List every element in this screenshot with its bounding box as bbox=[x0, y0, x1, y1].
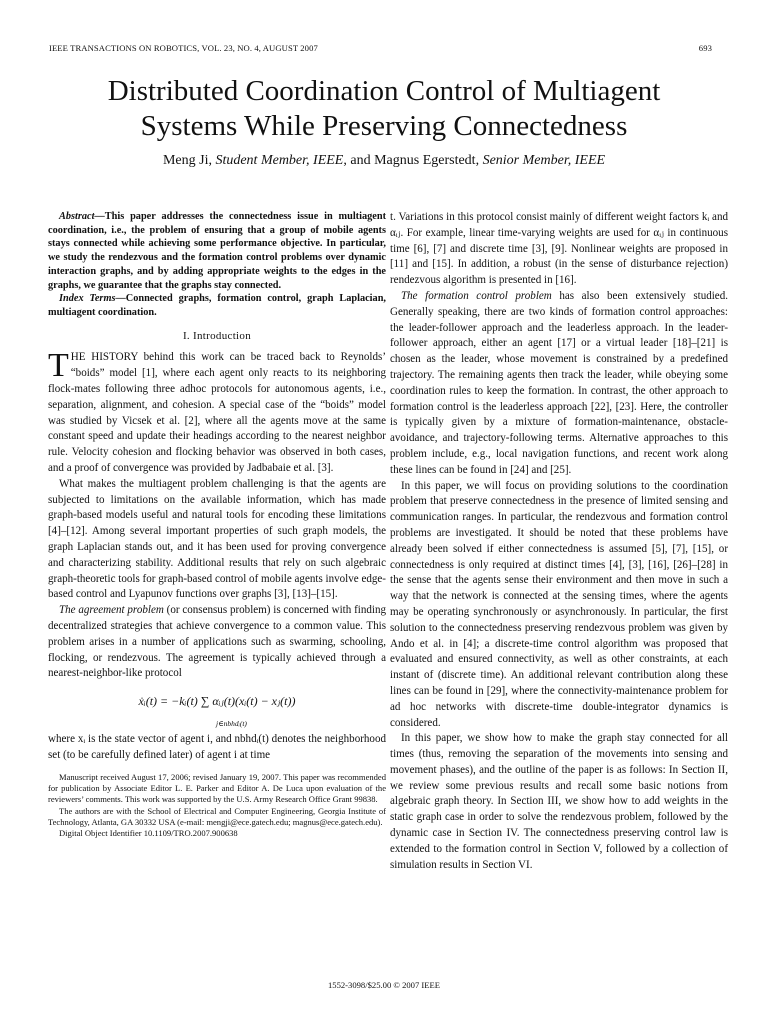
right-paragraph-4: In this paper, we show how to make the graph stay connected for all times (thus, removing the separation of the movements into sensing and movement phases), and the outline of the paper is as follows: In Section II, we review some previous results and recall some basic notions from algebraic graph theory. In Section III, we show how to add weights in the static graph case in order to solve the rendezvous problem, followed by the dynamic case in Section IV. The connectedness preserving control law is extended to the formation control in Section V, followed by a collection of simulation results in Section VI. bbox=[390, 732, 728, 871]
author-connector: , and bbox=[343, 153, 375, 168]
index-terms bbox=[48, 292, 386, 319]
intro-paragraph-4: where xᵢ is the state vector of agent i, and nbhdᵢ(t) denotes the neighborhood set (to be carefully defined later) of agent i at time bbox=[48, 733, 386, 761]
intro-paragraph-3-text: (or consensus problem) is concerned with finding decentralized strategies that achieve convergence to a common value. This problem arises in a number of applications such as swarming, schooling, flocking, or rendezvous. The agreement is typically achieved through a nearest-neighbor-like protocol bbox=[48, 604, 386, 680]
title-line-1: Distributed Coordination Control of Multiagent bbox=[107, 75, 661, 107]
running-head bbox=[49, 43, 712, 53]
left-column bbox=[48, 210, 386, 840]
author-2-role: Senior Member, IEEE bbox=[482, 153, 606, 168]
right-paragraph-3: In this paper, we will focus on providing solutions to the coordination problem that preserve connectedness in the presence of limited sensing and communication ranges. In particular, the rendezvous and formation control problems are investigated. It should be noted that these problems have already been solved if either connectedness is assumed [5], [7], [15], or connectedness is only required at distinct times [4], [3], [16], [26]–[28] in the sense that the agents sense their environment and then move in such a way that the network is connected at the sensing times, where the agents may be operating synchronously or asynchronously. In particular, the first solution to the connectedness preserving rendezvous problem was given by Ando et al. in [4]; a discrete-time control algorithm was proposed that evaluated and ensured connectivity, as well as other constraints, at each instant of (discrete time). An additional relevant contribution along these lines can be found in [29], where the connectivity-maintenance problem for ad hoc networks with discrete-time double-integrator dynamics is considered. bbox=[390, 479, 728, 729]
index-terms-text: Connected graphs, formation control, graph Laplacian, multiagent coordination. bbox=[48, 293, 386, 318]
right-column bbox=[390, 210, 728, 873]
author-1-role: Student Member, IEEE bbox=[215, 153, 344, 168]
right-paragraph-2 bbox=[390, 289, 728, 479]
right-paragraph-2-text: has also been extensively studied. Generally speaking, there are two kinds of formation control approaches: the leader-follower approach and the leaderless approach. In the leader-follower approach, either an agent [17] or a virtual leader [18]–[21] is chosen as the leader, whose movement is constrained by a predefined trajectory. The remaining agents then track the leader, while obeying some coordination rules to keep the formation. In contrast, the other approach to formation control is the leaderless approach [22], [23]. Here, the controller is typically given by a mixture of formation-maintenance, obstacle-avoidance, and trajectory-following terms. Alternative approaches to this problem include, e.g., local navigation functions, and recent work along these lines can be found in [24] and [25]. bbox=[390, 289, 728, 476]
drop-cap: T bbox=[48, 347, 69, 385]
right-paragraph-1: t. Variations in this protocol consist mainly of different weight factors kᵢ and αᵢⱼ. For example, linear time-varying weights are used for αᵢⱼ in continuous time [6], [7] and discrete time [3], [9]. Nonlinear weights are proposed in [11] and [15]. In addition, a robust (in the sense of disturbance rejection) rendezvous algorithm is presented in [16]. bbox=[390, 211, 728, 287]
intro-paragraph-3 bbox=[48, 603, 386, 682]
index-terms-label: Index Terms— bbox=[59, 293, 126, 305]
equation-main: ẋᵢ(t) = −kᵢ(t) ∑ αᵢⱼ(t)(xᵢ(t) − xⱼ(t)) bbox=[138, 694, 296, 709]
footnote-doi: Digital Object Identifier 10.1109/TRO.2007.900638 bbox=[59, 828, 238, 839]
footnotes bbox=[48, 772, 386, 840]
section-heading-introduction: I. Introduction bbox=[182, 329, 252, 342]
intro-paragraph-1 bbox=[48, 347, 386, 476]
footnote-affiliation: The authors are with the School of Electrical and Computer Engineering, Georgia Institute of Technology, Atlanta, GA 30332 USA (e-mail: mengji@ece.gatech.edu; magnus@ece.gatech.edu). bbox=[48, 805, 386, 827]
page-number: 693 bbox=[698, 43, 712, 53]
author-2-name: Magnus Egerstedt bbox=[374, 153, 476, 168]
author-line: Meng Ji, Student Member, IEEE, and Magnus Egerstedt, Senior Member, IEEE bbox=[162, 153, 606, 168]
author-1-name: Meng Ji bbox=[162, 153, 209, 168]
intro-paragraph-2: What makes the multiagent problem challenging is that the agents are subjected to limitations on the available information, which has made graph-based models useful and natural tools for encoding these limitations [4]–[12]. Among several important properties of such graph models, the graph Laplacian stands out, and it has been used for proving convergence and characterizing stability. Additional results that rely on such algebraic graph-theoretic tools for graph-based control of mobile agents involve edge-based control and Lyapunov functions over graphs [3], [13]–[15]. bbox=[48, 477, 386, 601]
journal-name: IEEE TRANSACTIONS ON ROBOTICS, VOL. 23, NO. 4, AUGUST 2007 bbox=[49, 43, 318, 53]
abstract bbox=[48, 210, 386, 292]
consensus-equation bbox=[48, 692, 386, 730]
equation-sum-index: j∈nbhdᵢ(t) bbox=[216, 719, 247, 729]
intro-paragraph-1-text: HE HISTORY behind this work can be traced back to Reynolds’ “boids” model [1], where each agent only reacts to its neighboring flock-mates following three adhoc protocols for autonomous agents, i.e., separation, alignment, and cohesion. A special case of the “boids” model was studied by Vicsek et al. [2], where all the agents move at the same constant speed and update their headings according to the nearest neighbor rule. Velocity cohesion and flocking behavior was observed in both cases, and a proof of convergence was provided by Jadbabaie et al. [3]. bbox=[48, 351, 386, 474]
footnote-manuscript: Manuscript received August 17, 2006; revised January 19, 2007. This paper was recommended for publication by Associate Editor L. E. Parker and Editor A. De Luca upon evaluation of the reviewers’ comments. This work was supported by the U.S. Army Research Office Grant 99838. bbox=[48, 771, 386, 805]
title-line-2: Systems While Preserving Connectedness bbox=[140, 110, 628, 142]
agreement-problem-term: The agreement problem bbox=[59, 604, 164, 617]
abstract-label: Abstract— bbox=[59, 211, 105, 222]
copyright-footer: 1552-3098/$25.00 © 2007 IEEE bbox=[327, 980, 441, 990]
formation-control-term: The formation control problem bbox=[401, 289, 552, 302]
paper-title bbox=[40, 74, 728, 144]
abstract-text: This paper addresses the connectedness issue in multiagent coordination, i.e., the problem of ensuring that a group of mobile agents stays connected while achieving some performance objective. In particular, we study the rendezvous and the formation control problems over dynamic interaction graphs, and by adding appropriate weights to the edges in the graphs, we guarantee that the graphs stay connected. bbox=[48, 211, 386, 291]
